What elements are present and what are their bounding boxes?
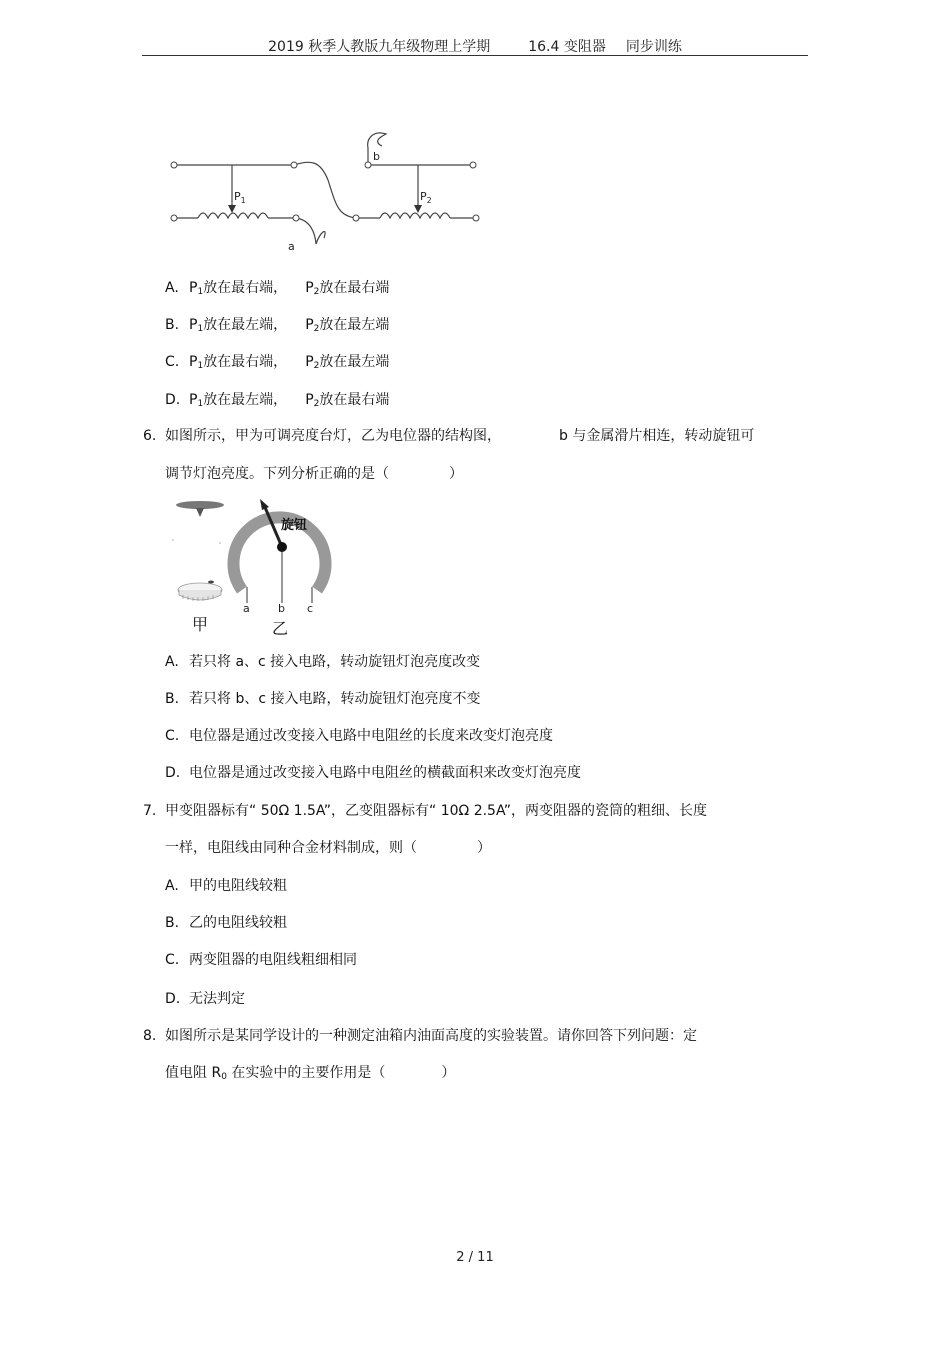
q6-number: 6. — [143, 428, 157, 444]
label-terminal-b: b — [278, 602, 285, 615]
q6-option-a[interactable]: A. 若只将 a、c 接入电路，转动旋钮灯泡亮度改变 — [165, 654, 481, 670]
q7-number: 7. — [143, 803, 157, 819]
label-wire-b: b — [373, 150, 380, 163]
label-wire-a: a — [288, 240, 295, 253]
potentiometer-figure — [165, 495, 335, 640]
label-terminal-c: c — [307, 602, 314, 615]
q7-stem-line1: 7. 甲变阻器标有“ 50Ω 1.5A”，乙变阻器标有“ 10Ω 2.5A”，两变阻器的瓷筒的粗细、长度 — [143, 803, 708, 819]
label-jia: 甲 — [191, 615, 209, 634]
slider-p2-arrow — [414, 205, 422, 213]
q5-option-d[interactable]: D. $P_1$放在最左端， $P_2$放在最右端 — [165, 392, 390, 409]
q7-option-a[interactable]: A. 甲的电阻线较粗 — [165, 878, 287, 894]
label-yi: 乙 — [271, 619, 289, 638]
header-type: 同步训练 — [625, 39, 682, 55]
label-knob: 旋钮 — [281, 518, 308, 533]
rheostat-circuit-figure — [160, 120, 490, 260]
q6-stem-line1: 6. 如图所示，甲为可调亮度台灯，乙为电位器的结构图， b 与金属滑片相连，转动旋钮可 — [143, 428, 755, 444]
q5-option-c[interactable]: C. $P_1$放在最右端， $P_2$放在最左端 — [165, 354, 390, 371]
header-divider — [142, 55, 808, 56]
label-p1: P — [234, 190, 241, 203]
q8-stem-line1: 8. 如图所示是某同学设计的一种测定油箱内油面高度的实验装置。请你回答下列问题：定 — [143, 1028, 697, 1044]
q7-option-b[interactable]: B. 乙的电阻线较粗 — [165, 915, 287, 931]
q8-number: 8. — [143, 1028, 157, 1044]
desk-lamp-icon — [172, 501, 224, 601]
q5-option-a[interactable]: A. $P_1$放在最右端， $P_2$放在最右端 — [165, 280, 390, 297]
q5-option-b[interactable]: B. $P_1$放在最左端， $P_2$放在最左端 — [165, 317, 390, 334]
q8-stem-line2: 值电阻 $R_0$ 在实验中的主要作用是（ ） — [165, 1065, 456, 1082]
q6-option-b[interactable]: B. 若只将 b、c 接入电路，转动旋钮灯泡亮度不变 — [165, 691, 481, 707]
q7-option-d[interactable]: D. 无法判定 — [165, 991, 245, 1007]
page-number: 2 / 11 — [456, 1250, 494, 1265]
q7-option-c[interactable]: C. 两变阻器的电阻线粗细相同 — [165, 952, 357, 968]
svg-text:P2 — [420, 190, 432, 205]
label-p2: P — [420, 190, 427, 203]
svg-text:P1 — [234, 190, 246, 205]
label-p1-sub: 1 — [240, 196, 246, 205]
label-terminal-a: a — [243, 602, 250, 615]
header-course: 2019 秋季人教版九年级物理上学期 — [268, 39, 491, 55]
q6-option-c[interactable]: C. 电位器是通过改变接入电路中电阻丝的长度来改变灯泡亮度 — [165, 728, 553, 744]
slider-p1-arrow — [228, 205, 236, 213]
page-header — [142, 36, 808, 56]
label-p2-sub: 2 — [426, 196, 432, 205]
q6-stem-line2: 调节灯泡亮度。下列分析正确的是（ ） — [165, 466, 463, 482]
q7-stem-line2: 一样，电阻线由同种合金材料制成，则（ ） — [165, 840, 491, 856]
header-section: 16.4 变阻器 — [528, 39, 606, 55]
q6-option-d[interactable]: D. 电位器是通过改变接入电路中电阻丝的横截面积来改变灯泡亮度 — [165, 765, 581, 781]
